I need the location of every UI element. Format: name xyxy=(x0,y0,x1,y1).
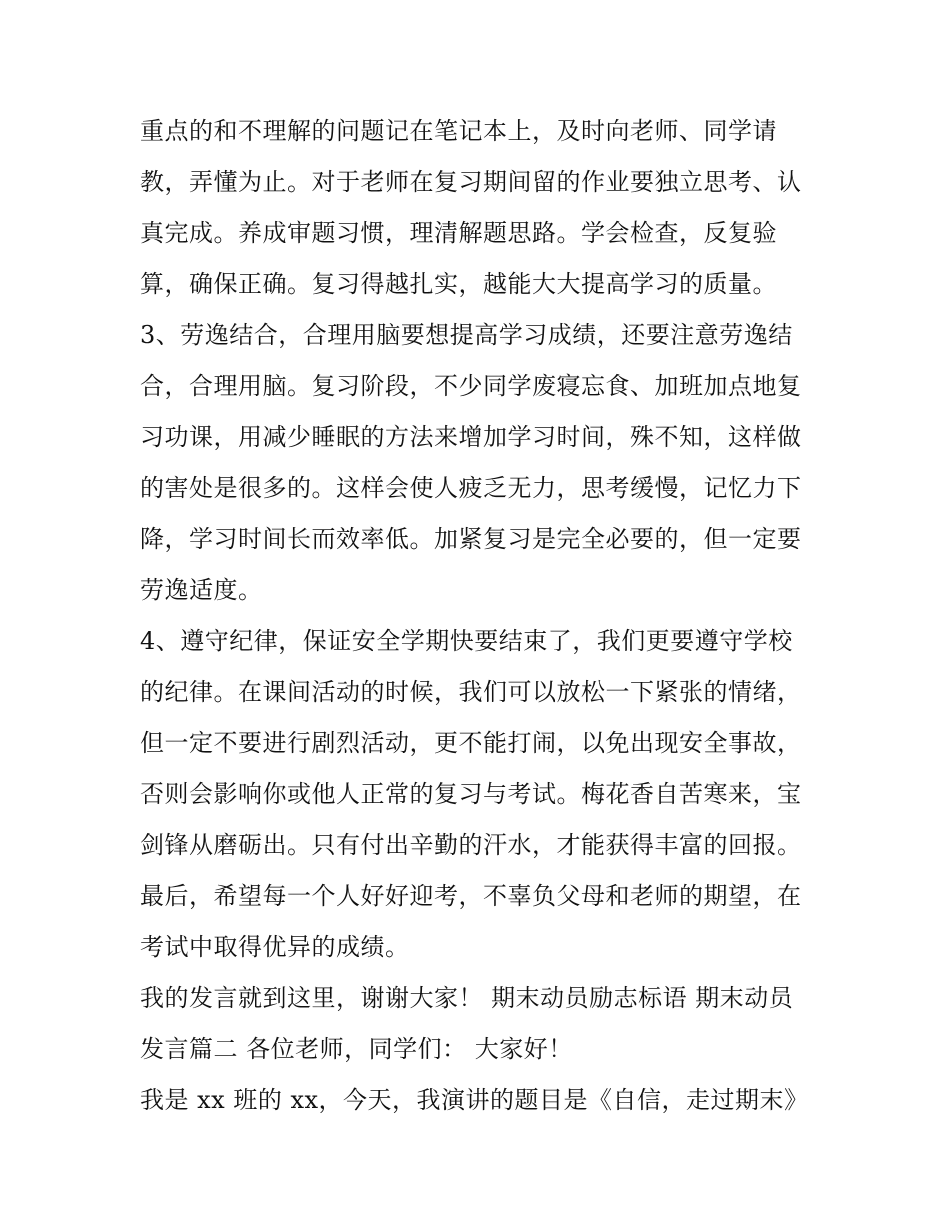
text-line: 3、劳逸结合，合理用脑要想提高学习成绩，还要注意劳逸结 xyxy=(140,321,793,349)
text-line: 劳逸适度。 xyxy=(140,576,263,604)
text-line: 降，学习时间长而效率低。加紧复习是完全必要的，但一定要 xyxy=(140,525,802,553)
text-line: 的害处是很多的。这样会使人疲乏无力，思考缓慢，记忆力下 xyxy=(140,474,802,502)
text-line: 合，合理用脑。复习阶段，不少同学废寝忘食、加班加点地复 xyxy=(140,372,802,400)
text-line: 4、遵守纪律，保证安全学期快要结束了，我们更要遵守学校 xyxy=(140,627,793,655)
text-line: 真完成。养成审题习惯，理清解题思路。学会检查，反复验 xyxy=(140,219,777,247)
text-line: 教，弄懂为止。对于老师在复习期间留的作业要独立思考、认 xyxy=(140,168,802,196)
text-line: 算，确保正确。复习得越扎实，越能大大提高学习的质量。 xyxy=(140,270,777,298)
document-body xyxy=(140,106,820,1126)
text-line: 我的发言就到这里，谢谢大家！ 期末动员励志标语 期末动员 xyxy=(140,984,794,1012)
text-line: 习功课，用减少睡眠的方法来增加学习时间，殊不知，这样做 xyxy=(140,423,802,451)
text-line: 考试中取得优异的成绩。 xyxy=(140,933,410,961)
text-line: 我是 xx 班的 xx，今天，我演讲的题目是《自信，走过期末》 xyxy=(140,1086,809,1114)
text-line: 但一定不要进行剧烈活动，更不能打闹，以免出现安全事故， xyxy=(140,729,802,757)
text-line: 否则会影响你或他人正常的复习与考试。梅花香自苦寒来，宝 xyxy=(140,780,802,808)
text-line: 最后，希望每一个人好好迎考，不辜负父母和老师的期望，在 xyxy=(140,882,802,910)
text-line: 重点的和不理解的问题记在笔记本上，及时向老师、同学请 xyxy=(140,117,777,145)
text-line: 发言篇二 各位老师，同学们： 大家好！ xyxy=(140,1035,573,1063)
text-line: 的纪律。在课间活动的时候，我们可以放松一下紧张的情绪， xyxy=(140,678,802,706)
text-line: 剑锋从磨砺出。只有付出辛勤的汗水，才能获得丰富的回报。 xyxy=(140,831,802,859)
